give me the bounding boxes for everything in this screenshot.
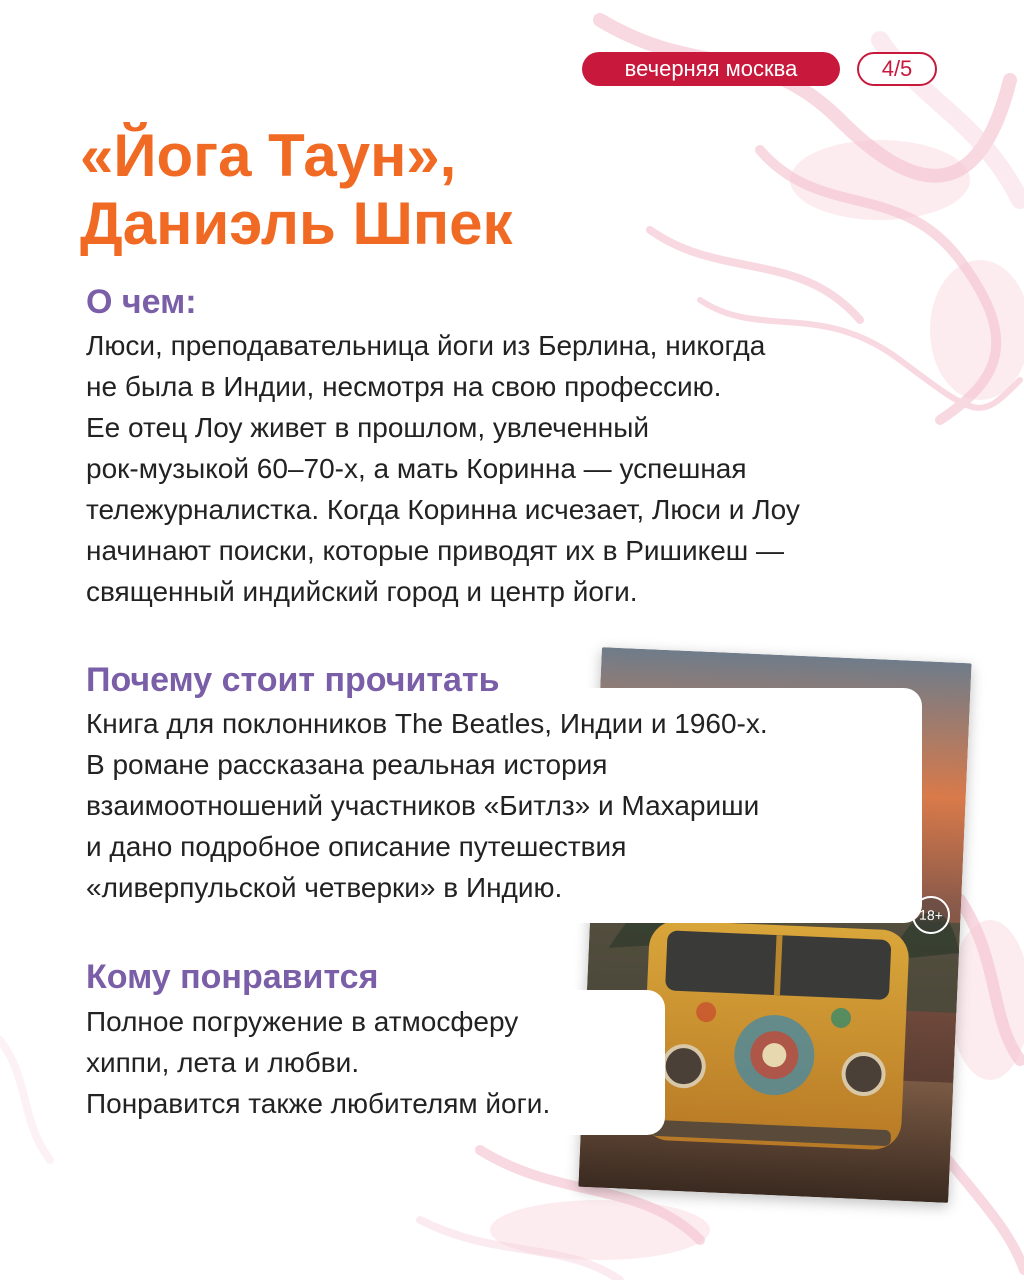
who-heading: Кому понравится (86, 958, 379, 996)
why-text (86, 703, 768, 908)
text-line: «ливерпульской четверки» в Индию. (86, 872, 563, 903)
page-title (80, 122, 640, 258)
text-line: В романе рассказана реальная история (86, 749, 608, 780)
age-rating-badge: 18+ (911, 895, 951, 935)
text-line: священный индийский город и центр йоги. (86, 576, 638, 607)
text-line: Понравится также любителям йоги. (86, 1088, 551, 1119)
text-line: хиппи, лета и любви. (86, 1047, 360, 1078)
text-line: Ее отец Лоу живет в прошлом, увлеченный (86, 412, 649, 443)
title-line: «Йога Таун», (80, 122, 457, 189)
text-line: взаимоотношений участников «Битлз» и Махариши (86, 790, 760, 821)
text-line: не была в Индии, несмотря на свою профессию. (86, 371, 722, 402)
text-line: Люси, преподавательница йоги из Берлина, никогда (86, 330, 766, 361)
why-heading: Почему стоит прочитать (86, 661, 500, 699)
text-line: рок-музыкой 60–70-х, а мать Коринна — успешная (86, 453, 747, 484)
text-line: Книга для поклонников The Beatles, Индии и 1960-х. (86, 708, 768, 739)
about-heading: О чем: (86, 283, 197, 321)
text-line: Полное погружение в атмосферу (86, 1006, 519, 1037)
text-line: тележурналистка. Когда Коринна исчезает, Люси и Лоу (86, 494, 800, 525)
about-text (86, 325, 800, 612)
who-text (86, 1001, 550, 1124)
brand-badge: вечерняя москва (582, 52, 840, 86)
title-line: Даниэль Шпек (80, 190, 513, 257)
page-counter: 4/5 (857, 52, 937, 86)
text-line: и дано подробное описание путешествия (86, 831, 627, 862)
text-line: начинают поиски, которые приводят их в Ришикеш — (86, 535, 785, 566)
